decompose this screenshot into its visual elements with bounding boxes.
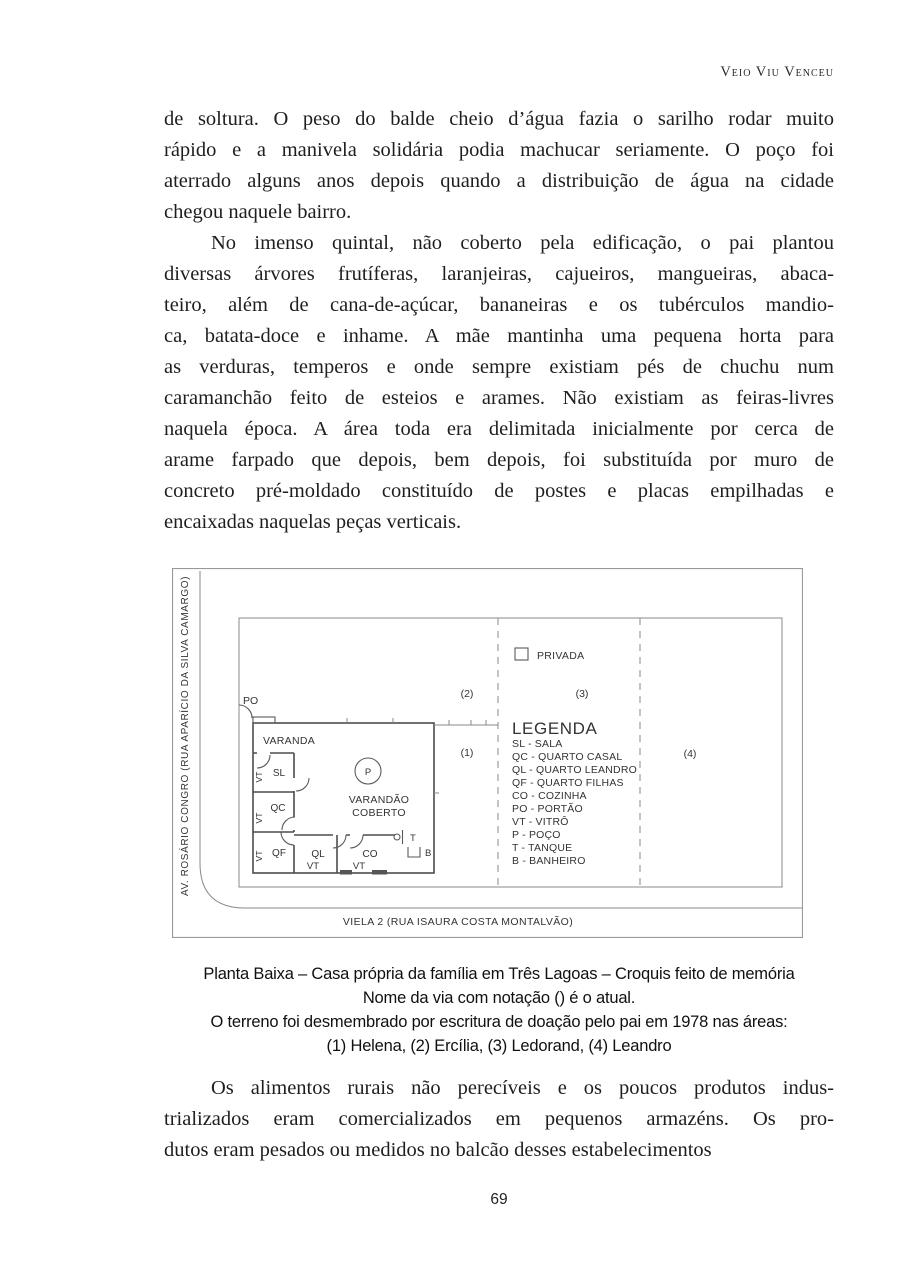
room-label-sl: SL	[272, 768, 286, 779]
privada-symbol	[515, 648, 528, 660]
area-label-3: (3)	[575, 688, 589, 700]
tank-label: T	[410, 833, 416, 844]
street-name-bottom: VIELA 2 (RUA ISAURA COSTA MONTALVÃO)	[342, 916, 574, 928]
legend-item: PO - PORTÃO	[512, 803, 583, 815]
floor-plan-svg	[172, 568, 803, 938]
legend-item: SL - SALA	[512, 738, 563, 750]
room-label-qc: QC	[270, 803, 286, 814]
legend-item: VT - VITRÔ	[512, 816, 569, 828]
room-label-qf: QF	[272, 848, 286, 859]
gate-label: PO	[243, 695, 259, 707]
floor-plan-figure	[172, 568, 803, 938]
window-label-vt: VT	[352, 861, 366, 872]
room-label-varandao-1: VARANDÃO	[348, 794, 410, 806]
fence-line	[347, 718, 498, 793]
page-number: 69	[490, 1191, 508, 1208]
room-label-varanda: VARANDA	[262, 735, 316, 747]
bathroom-symbol	[408, 847, 420, 857]
entry-step	[253, 717, 275, 723]
legend-item: QC - QUARTO CASAL	[512, 751, 623, 763]
window-label-vt: VT	[254, 812, 264, 824]
property-boundary	[239, 618, 782, 887]
paragraph-3: Os alimentos rurais não perecíveis e os poucos produtos indus- trializados eram comercializados em pequenos armazéns. Os pro- dutos eram pesados ou medidos no balcão desses estabelecimentos	[164, 1077, 834, 1161]
legend-item: T - TANQUE	[512, 842, 573, 854]
legend-item: QF - QUARTO FILHAS	[512, 777, 624, 789]
legend-item: QL - QUARTO LEANDRO	[512, 764, 637, 776]
legend-item: P - POÇO	[512, 829, 561, 841]
legend-item: B - BANHEIRO	[512, 855, 586, 867]
area-label-2: (2)	[460, 688, 474, 700]
running-header: Veio Viu Venceu	[720, 64, 834, 80]
privada-label: PRIVADA	[537, 650, 585, 662]
legend-title: LEGENDA	[512, 719, 598, 738]
paragraph-1: de soltura. O peso do balde cheio d’água fazia o sarilho rodar muito rápido e a manivela solidária podia machucar seriamente. O poço foi aterrado alguns anos depois quando a distribuição de água na cidade chegou naquele bairro.	[164, 108, 834, 223]
room-label-ql: QL	[311, 849, 325, 860]
street-name-left: AV. ROSÁRIO CONGRO (RUA APARÍCIO DA SILVA CAMARGO)	[180, 575, 191, 897]
bathroom-label: B	[425, 848, 432, 859]
window-label-vt: VT	[254, 850, 264, 862]
room-label-varandao-2: COBERTO	[352, 807, 406, 819]
window-label-vt: VT	[306, 861, 320, 872]
figure-caption: Planta Baixa – Casa própria da família em Três Lagoas – Croquis feito de memória Nome da via com notação () é o atual. O terreno foi desmembrado por escritura de doação pelo pai em 1978 nas áreas: (1) Helena, (2) Ercília, (3) Ledorand, (4) Leandro	[203, 965, 795, 1055]
area-label-4: (4)	[683, 748, 697, 760]
area-label-1: (1)	[460, 747, 474, 759]
room-label-co: CO	[362, 849, 378, 860]
figure-border	[173, 569, 803, 938]
paragraph-2: No imenso quintal, não coberto pela edificação, o pai plantou diversas árvores frutíferas, laranjeiras, cajueiros, mangueiras, abaca- teiro, além de cana-de-açúcar, bananeiras e os tubérculos mandio- ca, batata-doce e inhame. A mãe mantinha uma pequena horta para as verduras, temperos e onde sempre existiam pés de chuchu num caramanchão feito de esteios e arames. Não existiam as feiras-livres naquela época. A área toda era delimitada inicialmente por cerca de arame farpado que depois, bem depois, foi substituída por muro de concreto pré-moldado constituído de postes e placas empilhadas e encaixadas naquelas peças verticais.	[164, 232, 834, 533]
legend-items	[512, 738, 637, 867]
window-label-vt: VT	[254, 771, 264, 783]
tank-symbol	[394, 830, 403, 844]
legend-item: CO - COZINHA	[512, 790, 587, 802]
well-label: P	[364, 767, 372, 778]
